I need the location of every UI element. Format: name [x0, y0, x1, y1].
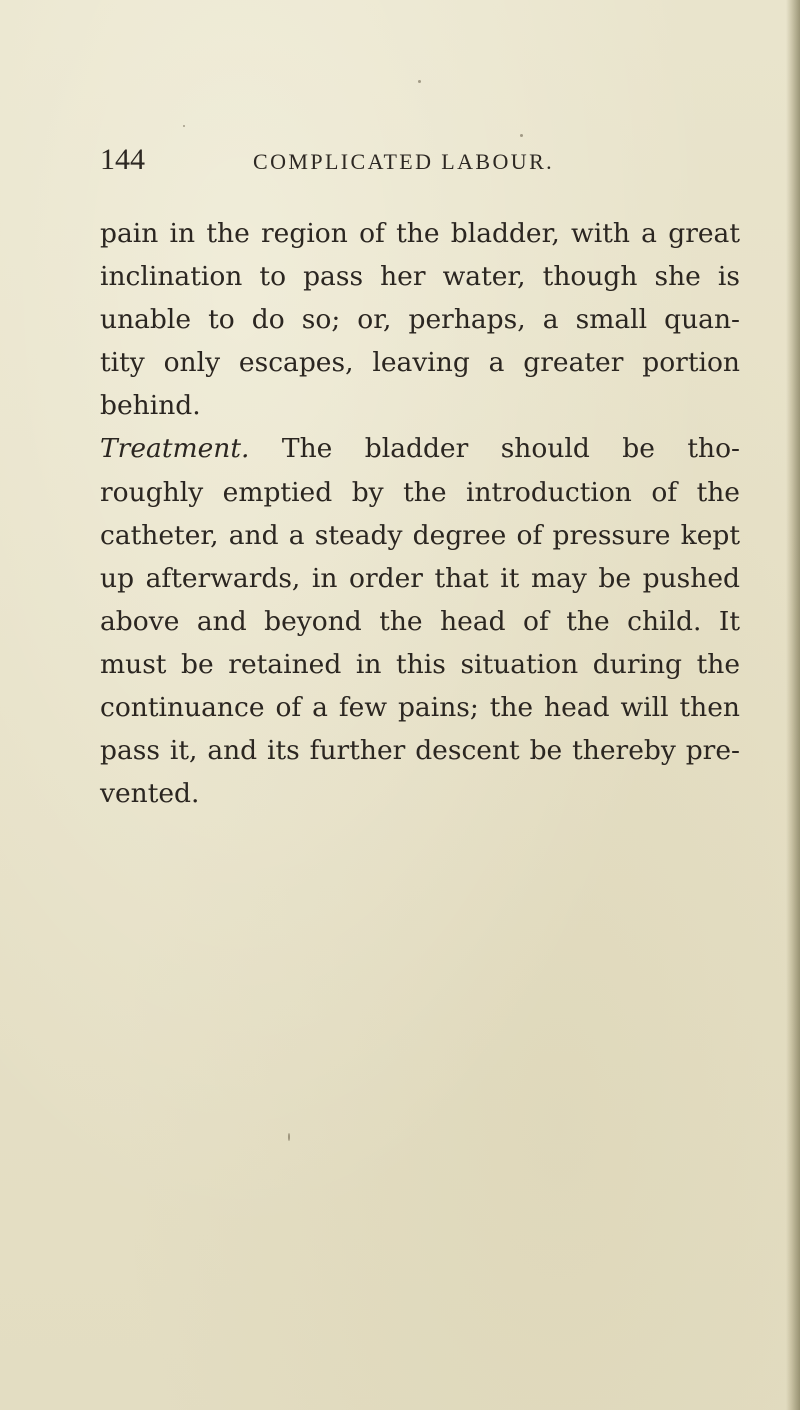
text-line: unable to do so; or, perhaps, a small quan-: [100, 304, 740, 336]
paper-speck: [520, 134, 523, 137]
treatment-paragraph-start: [100, 427, 740, 470]
text-line: vented.: [100, 778, 200, 810]
text-line: must be retained in this situation during the: [100, 648, 740, 680]
text-line: above and beyond the head of the child. It: [100, 605, 740, 637]
page-number: 144: [100, 143, 145, 176]
text-line: tity only escapes, leaving a greater portion: [100, 347, 740, 379]
text-line: pass it, and its further descent be thereby pre-: [100, 735, 740, 767]
text-line: catheter, and a steady degree of pressure kept: [100, 519, 740, 551]
running-head: COMPLICATED LABOUR.: [253, 149, 555, 174]
treatment-label: Treatment.: [100, 433, 250, 465]
text-line: roughly emptied by the introduction of the: [100, 476, 740, 508]
paper-speck: [183, 125, 185, 127]
text-line: continuance of a few pains; the head will then: [100, 692, 740, 724]
text-line: pain in the region of the bladder, with a great: [100, 218, 740, 249]
text-line: inclination to pass her water, though she is: [100, 261, 740, 293]
text-line: up afterwards, in order that it may be pushed: [100, 562, 740, 594]
page-edge-shadow: [786, 0, 800, 1410]
page-header: [100, 140, 740, 180]
text-line-rest: The bladder should be tho-: [281, 433, 740, 465]
paper-speck: [288, 1133, 290, 1141]
body-text: [100, 212, 740, 815]
paper-speck: [418, 80, 421, 83]
text-line: behind.: [100, 390, 201, 422]
